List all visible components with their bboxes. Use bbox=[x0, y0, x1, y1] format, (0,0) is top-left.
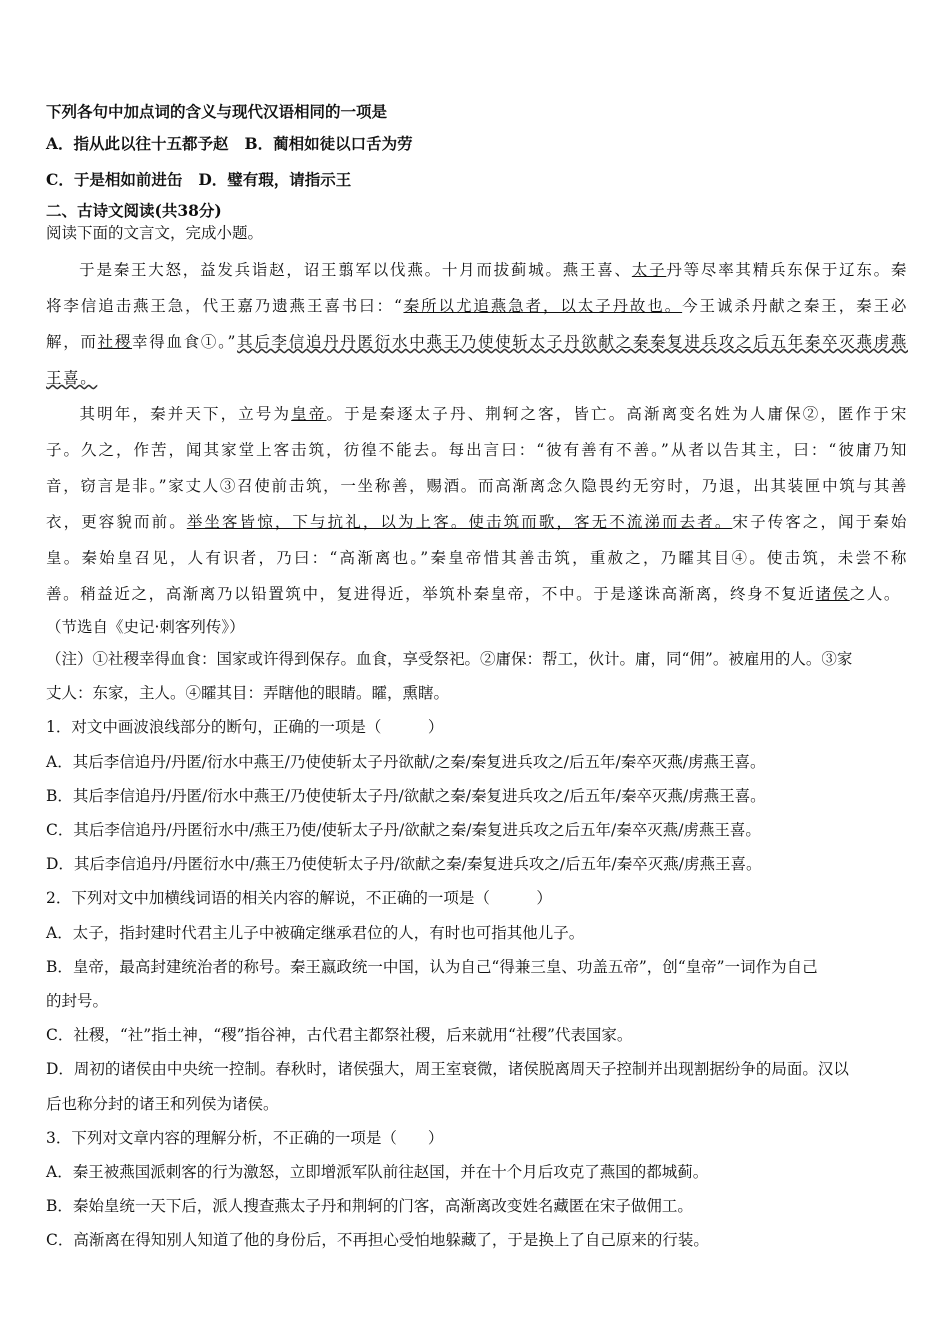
question-1-option-d: D．其后李信追丹/丹匿衍水中/燕王乃使使斩太子丹/欲献之秦/秦复进兵攻之/后五年/秦卒灭燕/虏燕王喜。 bbox=[46, 855, 762, 874]
section-title: 二、古诗文阅读(共38分) bbox=[46, 201, 222, 220]
question-1-option-a: A．其后李信追丹/丹匿/衍水中燕王/乃使使斩太子丹欲献/之秦/秦复进兵攻之/后五年/秦卒灭燕/虏燕王喜。 bbox=[46, 752, 766, 771]
underlined-term-taizi: 太子 bbox=[631, 261, 667, 279]
question-3-option-c: C．高渐离在得知别人知道了他的身份后，不再担心受怕地躲藏了，于是换上了自己原来的行装。 bbox=[46, 1231, 709, 1250]
passage-source: （节选自《史记·刺客列传》） bbox=[46, 618, 245, 636]
section-instruction: 阅读下面的文言文，完成小题。 bbox=[46, 224, 264, 242]
question-1-option-c: C．其后李信追丹/丹匿衍水中/燕王乃使/使斩太子丹/欲献之秦/秦复进兵攻之后五年/秦卒灭燕/虏燕王喜。 bbox=[46, 821, 761, 840]
question-0-options-ab bbox=[46, 126, 908, 162]
underlined-sentence-2: 举坐客皆惊，下与抗礼，以为上客。使击筑而歌，客无不流涕而去者。 bbox=[186, 513, 733, 531]
question-0-options-cd bbox=[46, 162, 908, 198]
passage-paragraph-2: 其明年，秦并天下，立号为皇帝。于是秦逐太子丹、荆轲之客，皆亡。高渐离变名姓为人庸保②，匿作于宋子。久之，作苦，闻其家堂上客击筑，彷徨不能去。每出言曰：“彼有善有不善。”从者以告其主，曰：“彼庸乃知音，窃言是非。”家丈人③召使前击筑，一坐称善，赐酒。而高渐离念久隐畏约无穷时，乃退，出其装匣中筑与其善衣，更容貌而前。举坐客皆惊，下与抗礼，以为上客。使击筑而歌，客无不流涕而去者。宋子传客之，闻于秦始皇。秦始皇召见，人有识者，乃曰：“高渐离也。”秦皇帝惜其善击筑，重赦之，乃矐其目④。使击筑，未尝不称善。稍益近之，高渐离乃以铅置筑中，复进得近，举筑朴秦皇帝，不中。于是遂诛高渐离，终身不复近诸侯之人。 bbox=[46, 405, 908, 603]
question-3-option-b: B．秦始皇统一天下后，派人搜查燕太子丹和荆轲的门客，高渐离改变姓名藏匿在宋子做佣工。 bbox=[46, 1197, 693, 1216]
question-3-stem: 3．下列对文章内容的理解分析，不正确的一项是（ ） bbox=[46, 1128, 444, 1147]
question-2-option-d-line-2: 后也称分封的诸王和列侯为诸侯。 bbox=[46, 1094, 279, 1113]
question-2-option-a: A．太子，指封建时代君主儿子中被确定继承君位的人，有时也可指其他儿子。 bbox=[46, 923, 585, 942]
question-0-option-a: A．指从此以往十五都予赵 bbox=[46, 134, 229, 153]
question-2-option-b-line-1: B．皇帝，最高封建统治者的称号。秦王嬴政统一中国，认为自己“得兼三皇、功盖五帝”，创“皇帝”一词作为自己 bbox=[46, 957, 818, 976]
exam-page bbox=[46, 96, 908, 1258]
annotation-line-1: （注）①社稷幸得血食：国家或许得到保存。血食，享受祭祀。②庸保：帮工，伙计。庸，同“佣”。被雇用的人。③家 bbox=[46, 650, 853, 668]
wavy-underlined-passage: 其后李信追丹丹匿衍水中燕王乃使使斩太子丹欲献之秦秦复进兵攻之后五年秦卒灭燕虏燕王喜。 bbox=[46, 333, 909, 387]
question-1-option-b: B．其后李信追丹/丹匿/衍水中燕王/乃使使斩太子丹/欲献之秦/秦复进兵攻之/后五年/秦卒灭燕/虏燕王喜。 bbox=[46, 786, 766, 805]
question-1-stem: 1．对文中画波浪线部分的断句，正确的一项是（ ） bbox=[46, 718, 444, 737]
underlined-sentence: 秦所以尤追燕急者，以太子丹故也。 bbox=[403, 297, 683, 315]
question-0-stem: 下列各句中加点词的含义与现代汉语相同的一项是 bbox=[46, 102, 388, 121]
question-0-option-d: D．璧有瑕，请指示王 bbox=[198, 170, 352, 189]
passage-paragraph-1: 于是秦王大怒，益发兵诣赵，诏王翦军以伐燕。十月而拔蓟城。燕王喜、太子丹等尽率其精兵东保于辽东。秦将李信追击燕王急，代王嘉乃遗燕王喜书曰：“秦所以尤追燕急者，以太子丹故也。今王诚杀丹献之秦王，秦王必解，而社稷幸得血食①。”其后李信追丹丹匿衍水中燕王乃使使斩太子丹欲献之秦秦复进兵攻之后五年秦卒灭燕虏燕王喜。 bbox=[46, 261, 909, 387]
question-2-option-c: C．社稷，“社”指土神，“稷”指谷神，古代君主都祭社稷，后来就用“社稷”代表国家。 bbox=[46, 1026, 633, 1045]
question-0-option-b: B．蔺相如徒以口舌为劳 bbox=[244, 134, 413, 153]
question-2-option-b-line-2: 的封号。 bbox=[46, 992, 109, 1011]
underlined-term-huangdi: 皇帝 bbox=[291, 405, 327, 423]
annotation-line-2: 丈人：东家，主人。④矐其目：弄瞎他的眼睛。矐，熏瞎。 bbox=[46, 684, 450, 703]
underlined-term-sheji: 社稷 bbox=[97, 333, 133, 351]
question-2-stem: 2．下列对文中加横线词语的相关内容的解说，不正确的一项是（ ） bbox=[46, 889, 552, 908]
question-2-option-d-line-1: D．周初的诸侯由中央统一控制。春秋时，诸侯强大，周王室衰微，诸侯脱离周天子控制并出现割据纷争的局面。汉以 bbox=[46, 1060, 849, 1079]
question-0-option-c: C．于是相如前进缶 bbox=[46, 170, 183, 189]
question-3-option-a: A．秦王被燕国派刺客的行为激怒，立即增派军队前往赵国，并在十个月后攻克了燕国的都城蓟。 bbox=[46, 1163, 709, 1182]
underlined-term-zhuhou: 诸侯 bbox=[815, 585, 850, 603]
